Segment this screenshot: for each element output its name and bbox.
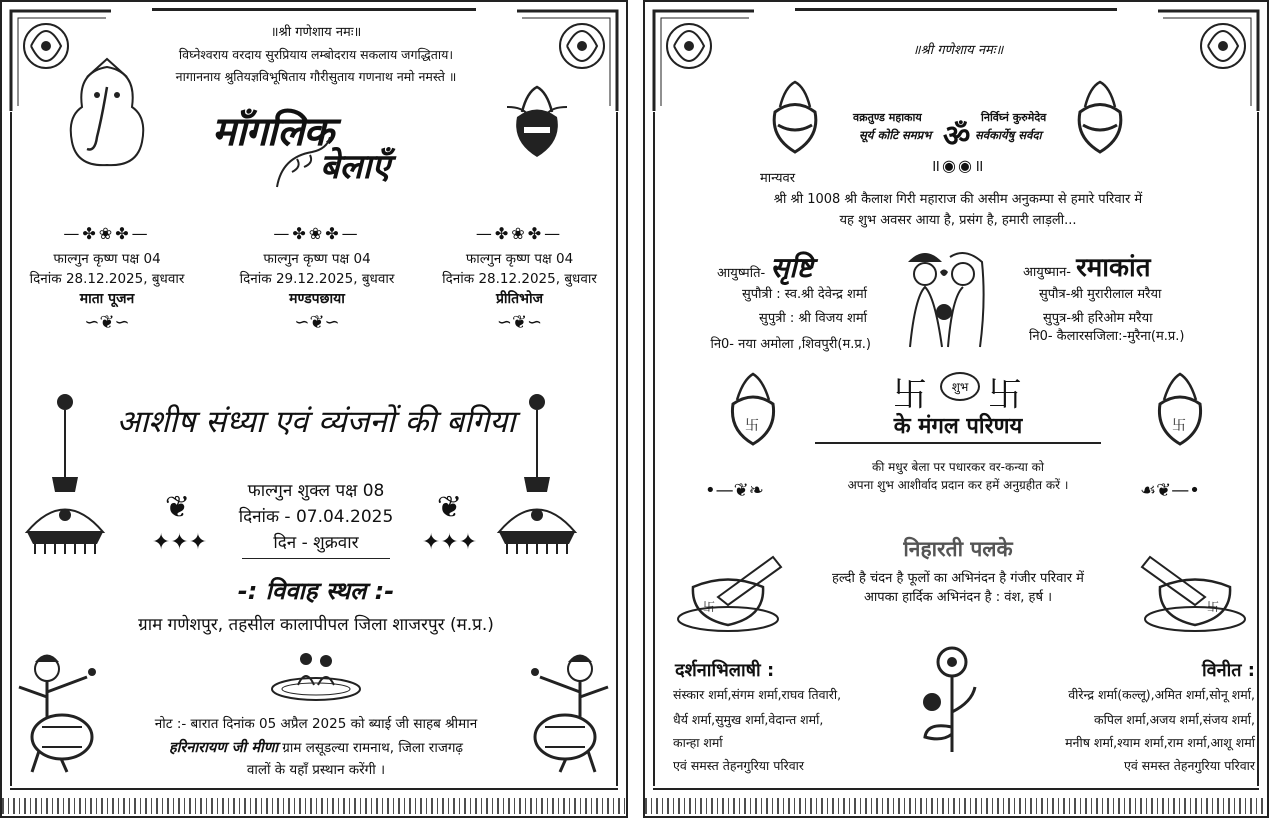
swastik-left-icon: 卐 — [893, 375, 927, 415]
kalash-right-icon — [1065, 77, 1135, 157]
invite-line-2: अपना शुभ आशीर्वाद प्रदान कर हमें अनुग्रहीत करें । — [847, 478, 1069, 492]
corner-ornament-top-right — [1153, 6, 1263, 116]
sparkle-left-icon: ✦✦✦ — [151, 530, 208, 555]
invocation: ॥श्री गणेशाय नमः॥ — [912, 43, 1004, 58]
shehnai-pot-right-icon — [1135, 547, 1250, 637]
scroll-ornament-left-icon: •—❦❧ — [705, 480, 764, 501]
venue-address: ग्राम गणेशपुर, तहसील कालापीपल जिला शाजरपुर (म.प्र.) — [138, 615, 494, 635]
event-divider-icon: —✤❀✤— — [63, 224, 151, 243]
shloka-right-1: निर्विघ्नं कुरुमेदेव — [981, 111, 1047, 124]
wedding-title-underline — [815, 442, 1101, 444]
venue-heading: -: विवाह स्थल :- — [237, 577, 395, 605]
shloka-right-2: सर्वकार्येषु सर्वदा — [975, 128, 1042, 142]
event-divider-icon: —✤❀✤— — [475, 224, 564, 243]
event-column-1 — [12, 224, 202, 333]
bride-residence: नि0- नया अमोला ,शिवपुरी(म.प्र.) — [710, 337, 871, 352]
event-column-3 — [422, 224, 617, 333]
right-card-panel — [643, 0, 1269, 818]
event-scroll-icon: ∽❦∽ — [84, 312, 130, 333]
note-line-3: वालों के यहाँ प्रस्थान करेंगी । — [246, 762, 386, 778]
svg-text:卐: 卐 — [703, 600, 716, 614]
darshan-heading: दर्शनाभिलाषी : — [675, 660, 775, 681]
kalash-right-2-icon — [1152, 372, 1207, 447]
groom-residence: नि0- कैलारसजिला:-मुरैना(म.प्र.) — [1029, 329, 1185, 344]
corner-ornament-top-left — [649, 6, 759, 116]
left-card-panel — [0, 0, 628, 818]
groom-father: सुपुत्र-श्री हरिओम मरैया — [1043, 311, 1153, 326]
note-line-1: नोट :- बारात दिनांक 05 अप्रैल 2025 को ब्याई जी साहब श्रीमान — [154, 716, 478, 732]
title-flourish-icon — [272, 137, 332, 192]
bride-father: सुपुत्री : श्री विजय शर्मा — [759, 311, 867, 326]
darshan-line: कान्हा शर्मा — [673, 735, 723, 750]
bride-name: सृष्टि — [770, 251, 813, 284]
event-scroll-icon: ∽❦∽ — [496, 312, 543, 333]
bottom-pattern-border — [2, 798, 626, 814]
nihar-line-2: आपका हार्दिक अभिनंदन है : वंश, हर्ष । — [863, 590, 1053, 605]
shloka-left-1: वक्रतुण्ड महाकाय — [853, 111, 922, 124]
event-tithi: फाल्गुन कृष्ण पक्ष 04 — [53, 251, 161, 267]
dhol-player-right-icon — [520, 647, 620, 787]
right-border-line — [1257, 112, 1259, 786]
vinit-heading: विनीत : — [1201, 660, 1255, 681]
kalash-icon — [502, 82, 572, 162]
event-divider-icon: —✤❀✤— — [273, 224, 361, 243]
sparkle-right-icon: ✦✦✦ — [421, 530, 478, 555]
vinit-line: एवं समस्त तेहनगुरिया परिवार — [1123, 758, 1255, 773]
top-border-line — [795, 8, 1117, 11]
title-line-1: माँगलिक — [212, 109, 333, 155]
event-name: प्रीतिभोज — [495, 291, 544, 307]
note-line-2-rest: ग्राम लसूडल्या रामनाथ, जिला राजगढ़ — [278, 740, 464, 756]
wedding-title: के मंगल परिणय — [893, 414, 1023, 439]
bride-groom-icon — [900, 242, 990, 352]
lotus-left-icon: ❦ — [164, 490, 191, 525]
scroll-ornament-right-icon: ☙❦—• — [1140, 480, 1200, 501]
sangeet-title: आशीष संध्या एवं व्यंजनों की बगिया — [116, 404, 516, 440]
ganesha-icon — [57, 57, 157, 172]
event-column-2 — [217, 224, 417, 333]
event-tithi: फाल्गुन कृष्ण पक्ष 04 — [263, 251, 371, 267]
vinit-line: मनीष शर्मा,श्याम शर्मा,राम शर्मा,आशू शर्मा — [1065, 735, 1255, 750]
kalash-left-icon — [760, 77, 830, 157]
event-scroll-icon: ∽❦∽ — [294, 312, 340, 333]
note-line-2 — [97, 737, 535, 757]
groom-grandfather: सुपौत्र-श्री मुरारीलाल मरैया — [1039, 287, 1162, 302]
beads-icon: ॥◉◉॥ — [930, 156, 986, 175]
bride-prefix: आयुष्मति- — [717, 266, 766, 281]
shubh-badge: शुभ — [940, 372, 980, 401]
event-name: मण्डपछाया — [289, 291, 345, 307]
day-underline — [242, 558, 390, 559]
bottom-pattern-border — [645, 798, 1267, 814]
vinit-line: वीरेन्द्र शर्मा(कल्लू),अमित शर्मा,सोनू शर्मा, — [1068, 687, 1255, 702]
event-name: माता पूजन — [79, 291, 135, 307]
darshan-line: धैर्य शर्मा,सुमुख शर्मा,वेदान्त शर्मा, — [673, 712, 824, 727]
invite-line-1: की मधुर बेला पर पधारकर वर-कन्या को — [872, 460, 1044, 474]
note-host-name: हरिनारायण जी मीणा — [168, 740, 278, 756]
shehnai-pot-left-icon — [673, 547, 788, 637]
invocation: ॥श्री गणेशाय नमः॥ — [270, 25, 362, 40]
groom-name-row — [1023, 248, 1151, 284]
intro-line-2: यह शुभ अवसर आया है, प्रसंग है, हमारी लाड़ली... — [839, 213, 1077, 228]
bottom-border-line — [653, 788, 1259, 790]
bride-name-row — [717, 248, 813, 286]
main-date: दिनांक - 07.04.2025 — [238, 507, 394, 527]
svg-text:卐: 卐 — [745, 418, 759, 434]
svg-text:卐: 卐 — [1207, 600, 1220, 614]
manyavar-greeting: मान्यवर — [760, 171, 796, 186]
bottom-border-line — [10, 788, 618, 790]
event-date: दिनांक 29.12.2025, बुधवार — [239, 271, 395, 287]
darshan-line: एवं समस्त तेहनगुरिया परिवार — [673, 758, 805, 773]
top-border-line — [152, 8, 476, 11]
darshan-line: संस्कार शर्मा,संगम शर्मा,राघव तिवारी, — [673, 687, 842, 702]
groom-prefix: आयुष्मान- — [1023, 265, 1071, 280]
event-date: दिनांक 28.12.2025, बुधवार — [442, 271, 597, 287]
left-border-line — [653, 112, 655, 786]
main-day: दिन - शुक्रवार — [273, 533, 359, 553]
mantra-line-1: विघ्नेश्वराय वरदाय सुरप्रियाय लम्बोदराय सकलाय जगद्धिताय। — [178, 47, 454, 62]
floral-motif-icon — [917, 642, 987, 757]
om-symbol: ॐ — [943, 119, 971, 154]
nihar-title: निहारती पलके — [903, 537, 1013, 561]
dhol-player-left-icon — [7, 647, 107, 787]
vinit-line: कपिल शर्मा,अजय शर्मा,संजय शर्मा, — [1094, 712, 1255, 727]
nihar-line-1: हल्दी है चंदन है फूलों का अभिनंदन है गंजीर परिवार में — [832, 571, 1084, 586]
shloka-left-2: सूर्य कोटि समप्रभ — [859, 128, 932, 142]
mantra-line-2: नागाननाय श्रुतियज्ञविभूषिताय गौरीसुताय गणनाथ नमो नमस्ते ॥ — [175, 69, 457, 84]
seated-couple-icon — [270, 647, 362, 702]
event-tithi: फाल्गुन कृष्ण पक्ष 04 — [465, 251, 574, 267]
swastik-right-icon: 卐 — [988, 375, 1022, 415]
lotus-right-icon: ❦ — [436, 490, 463, 525]
event-date: दिनांक 28.12.2025, बुधवार — [29, 271, 185, 287]
groom-name: रमाकांत — [1076, 253, 1151, 283]
title-line-2: बेलाएँ — [320, 147, 391, 187]
svg-text:卐: 卐 — [1172, 418, 1186, 434]
kalash-left-2-icon — [725, 372, 780, 447]
main-tithi: फाल्गुन शुक्ल पक्ष 08 — [247, 481, 385, 501]
bride-grandfather: सुपौत्री : स्व.श्री देवेन्द्र शर्मा — [741, 287, 867, 302]
intro-line-1: श्री श्री 1008 श्री कैलाश गिरी महाराज की असीम अनुकम्पा से हमारे परिवार में — [773, 192, 1143, 207]
